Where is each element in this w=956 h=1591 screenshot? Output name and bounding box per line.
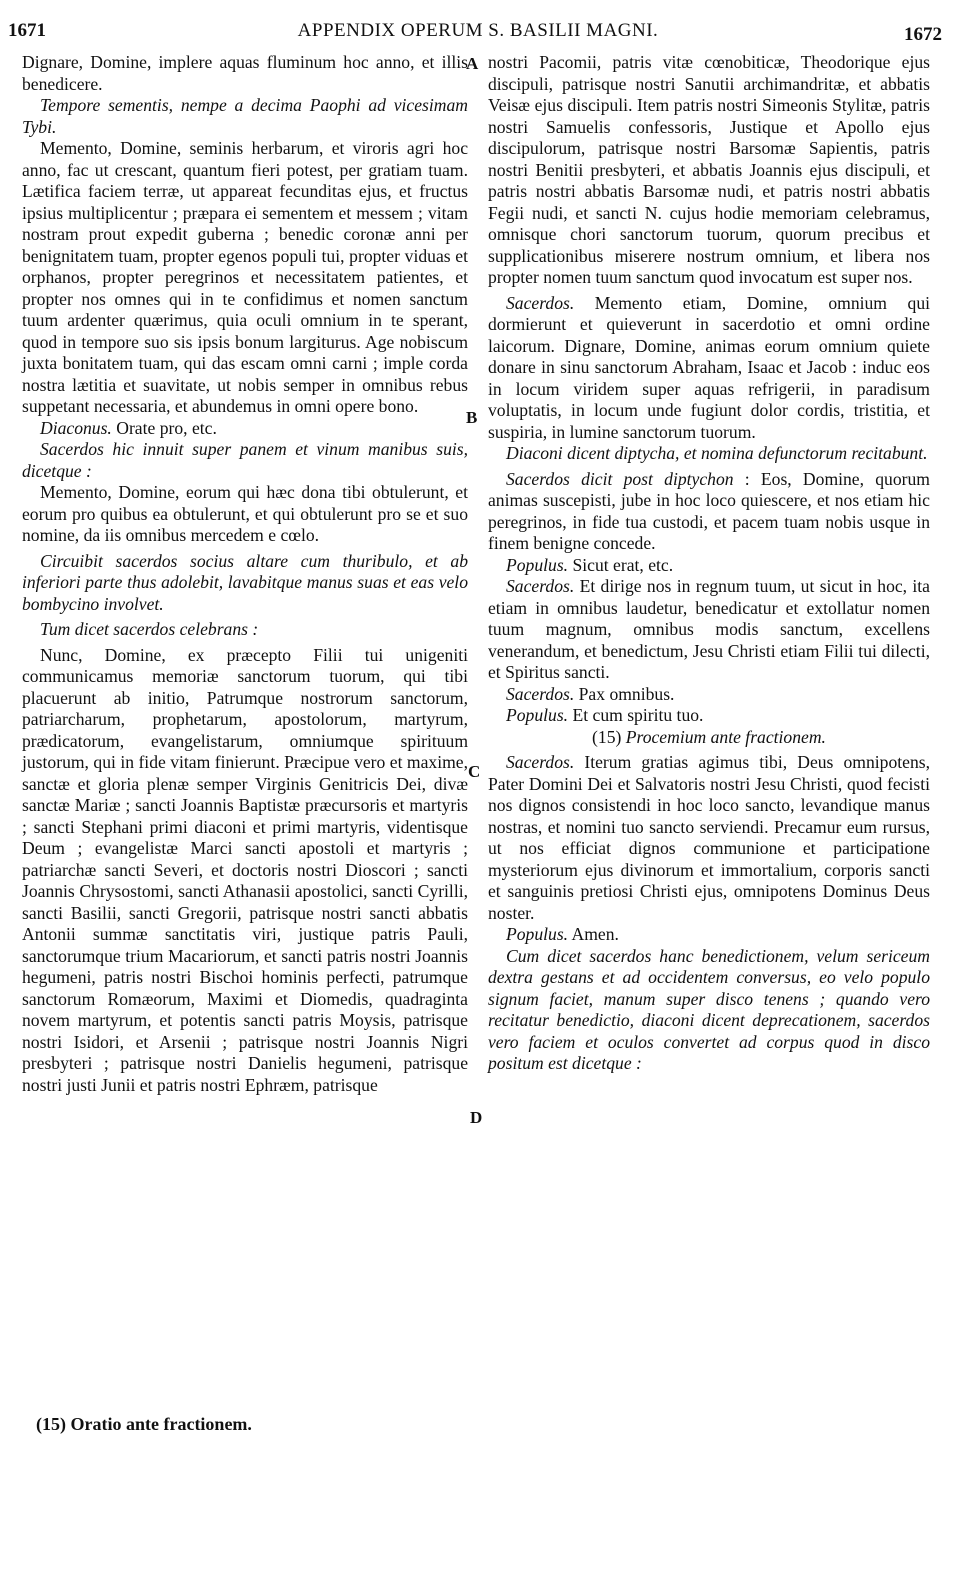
speaker-label: Sacerdos. [506,683,575,704]
paragraph-text: Circuibit sacerdos socius altare cum thuribulo, et ab inferiori parte thus adolebit, lavabitque manus suas et eas velo bombycino involvet. [22,550,468,614]
margin-marker-a: A [466,54,479,73]
paragraph [488,727,930,749]
speaker-label: Procemium ante fractionem. [625,726,826,747]
paragraph-text: Tempore sementis, nempe a decima Paophi ad vicesimam Tybi. [22,95,468,137]
paragraph-number: (15) [592,726,626,747]
paragraph [488,555,930,577]
paragraph [22,138,468,418]
left-column [22,52,468,1096]
paragraph-text: : Eos, Domine, quorum animas suscepisti, jube in hoc loco quiescere, et nos etiam hic peregrinos, in fide tua custodi, et pacem tuam nobis usque in finem benigne concede. [488,468,930,553]
paragraph-text: Sacerdos hic innuit super panem et vinum manibus suis, dicetque : [22,439,468,481]
paragraph [22,418,468,440]
speaker-label: Sacerdos. [506,752,575,772]
paragraph [488,924,930,946]
paragraph-text: Memento etiam, Domine, omnium qui dormierunt et quieverunt in sacerdotio et omni ordine laicorum. Dignare, Domine, animas eorum omnium quiete donare in sinu sanctorum Abraham, Isaac et Jacob : induc eos in locum viridem super aquas refrigerii, in paradisum voluptatis, in locum unde fugiunt dolor cordis, tristitia, et suspiria, in lumine sanctorum tuorum. [488,292,930,442]
paragraph [488,443,930,465]
paragraph [22,551,468,616]
margin-marker-b: B [466,408,478,427]
paragraph [22,619,468,641]
paragraph [488,52,930,289]
paragraph [488,946,930,1075]
margin-marker-d: D [470,1108,483,1127]
speaker-label: Populus. [506,705,569,725]
paragraph-text: Memento, Domine, seminis herbarum, et viroris agri hoc anno, fac ut crescant, quantum fieri potest, per gratiam tuam. Lætifica faciem terræ, ut appareat fecunditas ejus, et fructus ipsius multiplicentur ; præpara ei sementem et messem ; vitam nostram prout expedit guberna ; benedic coronæ anni per benignitatem tuam, propter egenos populi tui, propter viduas et orphanos, propter peregrinos et necessitatem patientes, et propter nos omnes qui in te confidimus et nomen sanctum tuum ardenter quærimus, quia oculi omnium in te sperant, quod in tempore suo sis ipsis bonum largiturus. Age nobiscum juxta bonitatem tuam, qui das escam omni carni ; imple corda nostra lætitia et suavitate, ut nobis semper in omnibus rebus suppetant necessaria, et abundemus in omni opere bono. [22,138,468,416]
paragraph [488,705,930,727]
speaker-label: Sacerdos. [506,576,575,596]
left-page-number: 1671 [8,20,46,41]
speaker-label: Populus. [506,554,569,575]
page-header [8,20,948,46]
paragraph [488,469,930,555]
paragraph-text: Sicut erat, etc. [568,554,674,575]
paragraph-text: Pax omnibus. [574,683,675,704]
paragraph-text: Et dirige nos in regnum tuum, ut sicut in hoc, ita etiam in omnibus laudetur, benedicatur et extollatur nomen tuum magnum, omnibus modis sanctum, excellens venerandum, et benedictum, Jesu Christi etiam Filii tui dilecti, et Spiritus sancti. [488,576,930,682]
speaker-label: Sacerdos dicit post diptychon [506,468,734,489]
paragraph-text: Cum dicet sacerdos hanc benedictionem, velum sericeum dextra gestans et ad occidentem conversus, eo velo populo signum faciet, manum super disco tenens ; quando vero recitatur benedictio, diaconi dicent deprecationem, sacerdos vero faciem et oculos convertet ad corpus quod in disco positum est dicetque : [488,945,930,1073]
right-page-number: 1672 [904,24,942,45]
speaker-label: Diaconus. [40,417,112,438]
paragraph [488,684,930,706]
speaker-label: Sacerdos. [506,292,575,313]
paragraph-text: Tum dicet sacerdos celebrans : [40,619,259,639]
paragraph [22,52,468,95]
paragraph-text: Amen. [568,924,619,944]
paragraph [22,482,468,547]
paragraph [488,752,930,924]
paragraph-text: Diaconi dicent diptycha, et nomina defunctorum recitabunt. [506,443,928,463]
running-title: APPENDIX OPERUM S. BASILII MAGNI. [297,20,659,41]
paragraph-text: Orate pro, etc. [111,417,217,438]
speaker-label: Populus. [506,924,569,944]
paragraph-text: Memento, Domine, eorum qui hæc dona tibi obtulerunt, et eorum pro quibus ea obtulerunt, et qui obtulerunt pro se et suo nomine, da iis omnibus mercedem e cœlo. [22,482,468,545]
paragraph [22,95,468,138]
margin-marker-c: C [468,762,481,781]
paragraph [488,293,930,444]
paragraph-text: Iterum gratias agimus tibi, Deus omnipotens, Pater Domini Dei et Salvatoris nostri Jesu Christi, quod fecisti nos dignos consistendi in hoc loco sancto, levandique manus nostras, et nomini tuo sancto serviendi. Precamur eum rursus, ut nos efficiat dignos communione et participatione mysteriorum ejus divinorum et immortalium, corporis sancti et sanguinis pretiosi Christi ejus, omnipotens Dominus Deus noster. [488,752,930,923]
paragraph-text: nostri Pacomii, patris vitæ cœnobiticæ, Theodorique ejus discipuli, patrisque nostri Sanutii archimandritæ, et abbatis Veisæ ejus discipuli. Item patris nostri Simeonis Stylitæ, patris nostri Samuelis confessoris, Justique et Apollo ejus discipulorum, patrisque nostri Barsomæ Sapientis, patris nostri Benitii presbyteri, et abbatis Joannis ejus discipuli, et patris nostri abbatis Barsomæ nudi, et patris nostri abbatis Fegii nudi, et sancti N. cujus hodie memoriam celebramus, omnisque chori sanctorum tuorum, quorum precibus et supplicationibus miserere nostrum omnium, et libera nos propter nomen tuum sanctum quod invocatum est super nos. [488,52,930,287]
paragraph [22,645,468,1097]
paragraph [488,576,930,684]
paragraph-text: Dignare, Domine, implere aquas fluminum hoc anno, et illis benedicere. [22,52,468,94]
paragraph [22,439,468,482]
right-column [488,52,930,1075]
paragraph-text: Nunc, Domine, ex præcepto Filii tui unigeniti communicamus memoriæ sanctorum tuorum, qui tibi placuerunt ab initio, Patrumque nostrorum sanctorum, patriarcharum, prophetarum, apostolorum, martyrum, prædicatorum, evangelistarum, omniumque spirituum justorum, qui in fide vitam finierunt. Præcipue vero et maxime, sanctæ et gloria plenæ semper Virginis Genitricis Dei, divæ sanctæ Mariæ ; sancti Joannis Baptistæ præcursoris et martyris ; sancti Stephani primi diaconi et primi martyris, videntisque Deum ; evangelistæ Marci sancti apostoli et martyris ; patriarchæ sancti Severi, et doctoris nostri Dioscori ; sancti Joannis Chrysostomi, sancti Athanasii apostolici, sancti Cyrilli, sancti Basilii, sancti Gregorii, patrisque nostri sancti abbatis Antonii summæ sanctitatis viri, justique patris Pauli, sanctorumque trium Macariorum, et sancti patris nostri Joannis hegumeni, patris nostri Bischoi hominis perfecti, patrumque sanctorum Romæorum, Maximi et Diomedis, quadraginta novem martyrum, et potentis sancti patris Moysis, patrisque nostri Isidori, et Arsenii ; patrisque nostri Joannis Nigri presbyteri ; patrisque nostri Danielis hegumeni, patrisque nostri justi Junii et patris nostri Ephræm, patrisque [22,644,468,1095]
paragraph-text: Et cum spiritu tuo. [568,705,704,725]
footnote: (15) Oratio ante fractionem. [36,1414,252,1434]
